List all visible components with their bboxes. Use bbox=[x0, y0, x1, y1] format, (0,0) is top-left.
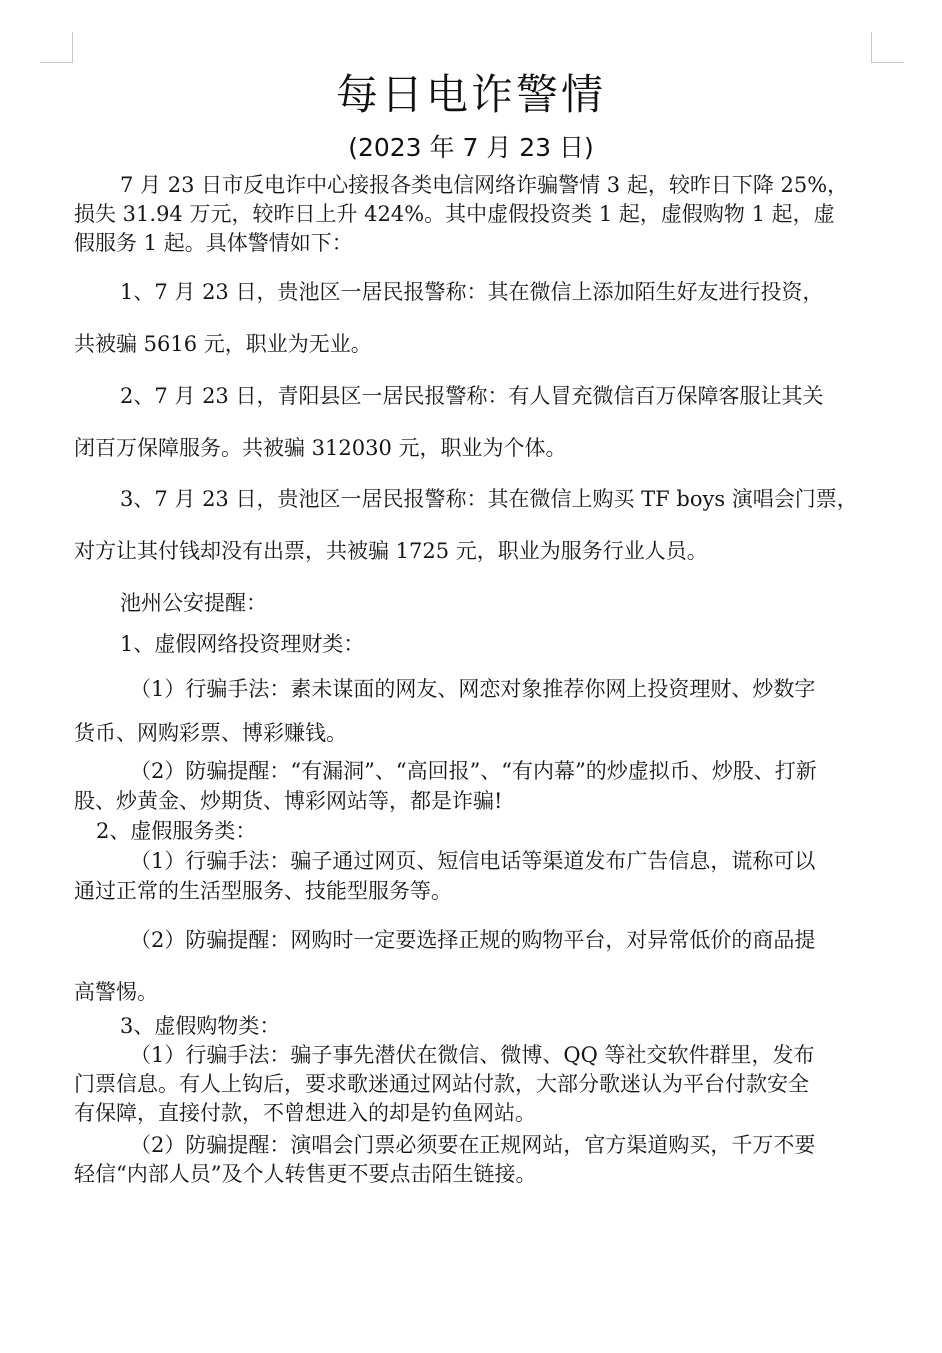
category-2-prevent-line-1: （2）防骗提醒：网购时一定要选择正规的购物平台，对异常低价的商品提 bbox=[130, 928, 816, 952]
category-3-prevent-line-1: （2）防骗提醒：演唱会门票必须要在正规网站，官方渠道购买，千万不要 bbox=[130, 1133, 816, 1157]
case-3-line-1: 3、7 月 23 日，贵池区一居民报警称：其在微信上购买 TF boys 演唱会门票， bbox=[120, 487, 858, 511]
case-3-line-2: 对方让其付钱却没有出票，共被骗 1725 元，职业为服务行业人员。 bbox=[74, 539, 708, 563]
category-1-method-line-1: （1）行骗手法：素未谋面的网友、网恋对象推荐你网上投资理财、炒数字 bbox=[130, 677, 816, 701]
category-2-prevent-line-2: 高警惕。 bbox=[74, 980, 158, 1004]
category-1-prevent-line-1: （2）防骗提醒：“有漏洞”、“高回报”、“有内幕”的炒虚拟币、炒股、打新 bbox=[130, 759, 817, 783]
category-1-prevent-line-2: 股、炒黄金、炒期货、博彩网站等，都是诈骗! bbox=[74, 789, 503, 813]
reminder-heading: 池州公安提醒： bbox=[120, 591, 267, 615]
crop-mark-top-right bbox=[871, 32, 904, 63]
category-1-heading: 1、虚假网络投资理财类： bbox=[120, 632, 365, 656]
category-3-method-line-1: （1）行骗手法：骗子事先潜伏在微信、微博、QQ 等社交软件群里，发布 bbox=[130, 1043, 815, 1067]
document-date: (2023 年 7 月 23 日) bbox=[348, 133, 594, 162]
crop-mark-top-left bbox=[40, 32, 73, 63]
summary-line-3: 假服务 1 起。具体警情如下： bbox=[74, 231, 353, 255]
category-3-method-line-3: 有保障，直接付款，不曾想进入的却是钓鱼网站。 bbox=[74, 1101, 536, 1125]
summary-line-1: 7 月 23 日市反电诈中心接报各类电信网络诈骗警情 3 起，较昨日下降 25%， bbox=[120, 173, 849, 197]
category-3-method-line-2: 门票信息。有人上钩后，要求歌迷通过网站付款，大部分歌迷认为平台付款安全 bbox=[74, 1072, 809, 1096]
case-1-line-2: 共被骗 5616 元，职业为无业。 bbox=[74, 332, 372, 356]
summary-line-2: 损失 31.94 万元，较昨日上升 424%。其中虚假投资类 1 起，虚假购物 1 起，虚 bbox=[74, 202, 835, 226]
category-1-method-line-2: 货币、网购彩票、博彩赚钱。 bbox=[74, 721, 347, 745]
category-3-prevent-line-2: 轻信“内部人员”及个人转售更不要点击陌生链接。 bbox=[74, 1162, 537, 1186]
category-2-method-line-1: （1）行骗手法：骗子通过网页、短信电话等渠道发布广告信息，谎称可以 bbox=[130, 849, 816, 873]
document-title: 每日电诈警情 bbox=[335, 70, 606, 119]
category-3-heading: 3、虚假购物类： bbox=[120, 1014, 281, 1038]
category-2-method-line-2: 通过正常的生活型服务、技能型服务等。 bbox=[74, 879, 452, 903]
case-2-line-2: 闭百万保障服务。共被骗 312030 元，职业为个体。 bbox=[74, 436, 567, 460]
category-2-heading: 2、虚假服务类： bbox=[96, 819, 257, 843]
case-2-line-1: 2、7 月 23 日，青阳县区一居民报警称：有人冒充微信百万保障客服让其关 bbox=[120, 384, 824, 408]
case-1-line-1: 1、7 月 23 日，贵池区一居民报警称：其在微信上添加陌生好友进行投资， bbox=[120, 280, 824, 304]
